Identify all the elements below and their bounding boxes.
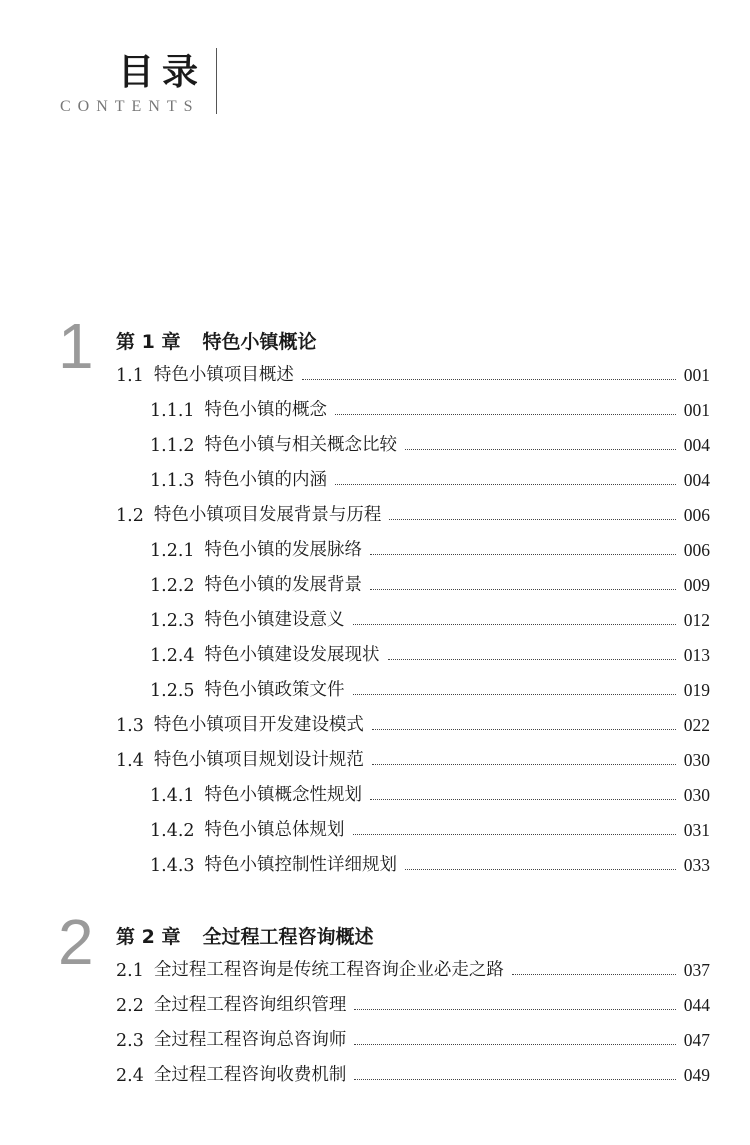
leader-dots (335, 483, 676, 485)
entry-title: 特色小镇总体规划 (204, 820, 345, 840)
page-number: 001 (683, 365, 710, 385)
page-number: 004 (683, 470, 710, 490)
page-number: 044 (683, 995, 710, 1015)
entry-number: 1.2.2 (150, 576, 195, 596)
entry-title: 特色小镇项目规划设计规范 (153, 750, 364, 770)
leader-dots (354, 1078, 675, 1080)
entry-title: 特色小镇建设意义 (204, 610, 345, 630)
entry-number: 1.4.1 (150, 786, 195, 806)
leader-dots (372, 763, 676, 765)
entry-number: 1.2.5 (150, 681, 195, 701)
toc-entry[interactable] (116, 747, 710, 771)
entry-title: 特色小镇项目发展背景与历程 (153, 505, 382, 525)
page-number: 019 (683, 680, 710, 700)
toc-entry[interactable] (116, 362, 710, 386)
page-number: 013 (683, 645, 710, 665)
chapter-title[interactable] (116, 327, 316, 354)
leader-dots (405, 448, 676, 450)
entry-number: 2.3 (116, 1031, 144, 1051)
entry-number: 1.4.2 (150, 821, 195, 841)
entry-number: 1.4.3 (150, 856, 195, 876)
page-number: 049 (683, 1065, 710, 1085)
entry-number: 1.1.2 (150, 436, 195, 456)
entry-title: 全过程工程咨询收费机制 (153, 1065, 347, 1085)
entry-number: 1.2.4 (150, 646, 195, 666)
toc-entry[interactable] (116, 712, 710, 736)
entry-title: 特色小镇的发展脉络 (204, 540, 363, 560)
leader-dots (353, 833, 676, 835)
toc-entry[interactable] (150, 642, 710, 666)
entry-number: 1.1.1 (150, 401, 195, 421)
header-divider (216, 48, 217, 114)
leader-dots (354, 1008, 675, 1010)
entry-title: 特色小镇政策文件 (204, 680, 345, 700)
toc-entry[interactable] (150, 677, 710, 701)
page-number: 030 (683, 785, 710, 805)
toc-entry[interactable] (150, 817, 710, 841)
leader-dots (370, 553, 676, 555)
leader-dots (512, 973, 676, 975)
page-number: 030 (683, 750, 710, 770)
entry-title: 特色小镇项目开发建设模式 (153, 715, 364, 735)
page-number: 022 (683, 715, 710, 735)
entry-title: 特色小镇的概念 (204, 400, 328, 420)
entry-title: 特色小镇建设发展现状 (204, 645, 380, 665)
toc-entry[interactable] (116, 992, 710, 1016)
leader-dots (335, 413, 676, 415)
leader-dots (372, 728, 676, 730)
entry-title: 特色小镇的发展背景 (204, 575, 363, 595)
leader-dots (354, 1043, 675, 1045)
entry-title: 全过程工程咨询总咨询师 (153, 1030, 347, 1050)
page-number: 009 (683, 575, 710, 595)
toc-entry[interactable] (150, 432, 710, 456)
chapter-number: 1 (58, 310, 94, 382)
leader-dots (389, 518, 675, 520)
entry-number: 2.4 (116, 1066, 144, 1086)
page-title: 目录 (118, 52, 207, 93)
leader-dots (353, 693, 676, 695)
entry-title: 特色小镇项目概述 (153, 365, 294, 385)
entry-title: 全过程工程咨询组织管理 (153, 995, 347, 1015)
page-number: 004 (683, 435, 710, 455)
entry-number: 1.2.1 (150, 541, 195, 561)
entry-number: 1.4 (116, 751, 144, 771)
entry-title: 特色小镇概念性规划 (204, 785, 363, 805)
leader-dots (388, 658, 676, 660)
page-number: 037 (683, 960, 710, 980)
page-number: 047 (683, 1030, 710, 1050)
toc-entry[interactable] (150, 572, 710, 596)
page-number: 033 (683, 855, 710, 875)
chapter-title[interactable] (116, 922, 373, 949)
entry-title: 特色小镇的内涵 (204, 470, 328, 490)
toc-entry[interactable] (150, 397, 710, 421)
chapter-title-text: 全过程工程咨询概述 (202, 926, 374, 948)
leader-dots (405, 868, 676, 870)
entry-number: 1.2.3 (150, 611, 195, 631)
toc-entry[interactable] (150, 537, 710, 561)
toc-entry[interactable] (150, 607, 710, 631)
chapter-label: 第 2 章 (116, 926, 181, 948)
entry-number: 1.3 (116, 716, 144, 736)
page-subtitle: CONTENTS (60, 98, 200, 115)
toc-entry[interactable] (116, 502, 710, 526)
page-number: 006 (683, 505, 710, 525)
entry-number: 2.2 (116, 996, 144, 1016)
chapter-title-text: 特色小镇概论 (202, 331, 317, 353)
entry-title: 特色小镇控制性详细规划 (204, 855, 398, 875)
page-number: 001 (683, 400, 710, 420)
entry-number: 1.2 (116, 506, 144, 526)
toc-entry[interactable] (150, 467, 710, 491)
page-number: 031 (683, 820, 710, 840)
toc-entry[interactable] (116, 1062, 710, 1086)
leader-dots (353, 623, 676, 625)
chapter-label: 第 1 章 (116, 331, 181, 353)
page-number: 006 (683, 540, 710, 560)
chapter-number: 2 (58, 906, 94, 978)
page-number: 012 (683, 610, 710, 630)
toc-entry[interactable] (116, 957, 710, 981)
entry-title: 特色小镇与相关概念比较 (204, 435, 398, 455)
leader-dots (302, 378, 676, 380)
entry-number: 1.1 (116, 366, 144, 386)
entry-number: 1.1.3 (150, 471, 195, 491)
entry-number: 2.1 (116, 961, 144, 981)
toc-entry[interactable] (150, 782, 710, 806)
entry-title: 全过程工程咨询是传统工程咨询企业必走之路 (153, 960, 504, 980)
leader-dots (370, 588, 676, 590)
leader-dots (370, 798, 676, 800)
toc-entry[interactable] (150, 852, 710, 876)
toc-entry[interactable] (116, 1027, 710, 1051)
